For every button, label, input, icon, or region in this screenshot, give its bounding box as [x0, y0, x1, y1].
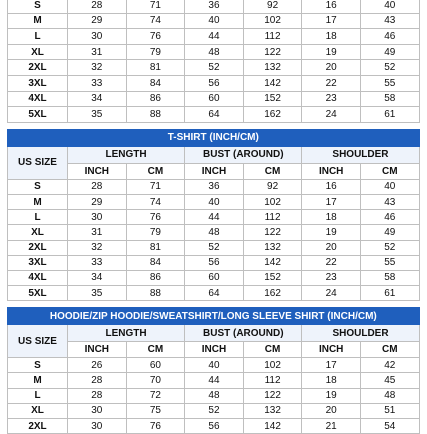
value-cell: 17: [302, 358, 361, 373]
table-row: [8, 240, 420, 255]
value-cell: 30: [68, 419, 127, 434]
value-cell: 162: [243, 107, 302, 123]
value-cell: 19: [302, 225, 361, 240]
value-cell: 23: [302, 270, 361, 285]
value-cell: 33: [68, 75, 127, 91]
value-cell: 36: [185, 0, 244, 13]
table-row: [8, 0, 420, 13]
value-cell: 71: [126, 0, 185, 13]
value-cell: 45: [360, 373, 419, 388]
value-cell: 49: [360, 44, 419, 60]
table-title: T-SHIRT (INCH/CM): [8, 129, 420, 146]
value-cell: 18: [302, 373, 361, 388]
value-cell: 31: [68, 225, 127, 240]
value-cell: 33: [68, 255, 127, 270]
value-cell: 76: [126, 419, 185, 434]
shoulder-header: SHOULDER: [302, 325, 419, 342]
value-cell: 122: [243, 44, 302, 60]
value-cell: 112: [243, 29, 302, 45]
table-row: [8, 75, 420, 91]
value-cell: 60: [185, 91, 244, 107]
size-cell: M: [8, 13, 68, 29]
value-cell: 112: [243, 210, 302, 225]
value-cell: 44: [185, 29, 244, 45]
value-cell: 70: [126, 373, 185, 388]
table-row: [8, 255, 420, 270]
value-cell: 40: [185, 13, 244, 29]
length-header: LENGTH: [68, 146, 185, 163]
value-cell: 61: [360, 107, 419, 123]
value-cell: 48: [185, 44, 244, 60]
value-cell: 40: [185, 358, 244, 373]
value-cell: 92: [243, 0, 302, 13]
us-size-header: US SIZE: [8, 325, 68, 358]
cm-header: CM: [360, 342, 419, 358]
table-row: [8, 270, 420, 285]
value-cell: 28: [68, 373, 127, 388]
table-row: [8, 373, 420, 388]
inch-header: INCH: [302, 342, 361, 358]
value-cell: 34: [68, 91, 127, 107]
value-cell: 24: [302, 286, 361, 301]
table-row: [8, 13, 420, 29]
value-cell: 30: [68, 403, 127, 418]
table-row: [8, 210, 420, 225]
value-cell: 30: [68, 29, 127, 45]
value-cell: 88: [126, 286, 185, 301]
inch-header: INCH: [68, 342, 127, 358]
table-row: [8, 60, 420, 76]
value-cell: 16: [302, 179, 361, 194]
value-cell: 55: [360, 75, 419, 91]
size-cell: M: [8, 373, 68, 388]
table-row: [8, 194, 420, 209]
value-cell: 88: [126, 107, 185, 123]
value-cell: 43: [360, 194, 419, 209]
value-cell: 21: [302, 419, 361, 434]
value-cell: 48: [185, 388, 244, 403]
value-cell: 102: [243, 358, 302, 373]
value-cell: 84: [126, 75, 185, 91]
value-cell: 48: [360, 388, 419, 403]
value-cell: 52: [360, 60, 419, 76]
table-row: [8, 29, 420, 45]
value-cell: 58: [360, 91, 419, 107]
size-cell: 2XL: [8, 240, 68, 255]
value-cell: 19: [302, 44, 361, 60]
value-cell: 44: [185, 373, 244, 388]
value-cell: 64: [185, 107, 244, 123]
value-cell: 55: [360, 255, 419, 270]
bust-header: BUST (AROUND): [185, 146, 302, 163]
size-cell: 5XL: [8, 286, 68, 301]
size-cell: 2XL: [8, 419, 68, 434]
value-cell: 17: [302, 13, 361, 29]
table-row: [8, 44, 420, 60]
size-table-hoodie: [7, 307, 420, 434]
value-cell: 79: [126, 225, 185, 240]
value-cell: 61: [360, 286, 419, 301]
value-cell: 112: [243, 373, 302, 388]
value-cell: 71: [126, 179, 185, 194]
table-title: HOODIE/ZIP HOODIE/SWEATSHIRT/LONG SLEEVE SHIRT (INCH/CM): [8, 308, 420, 325]
value-cell: 40: [185, 194, 244, 209]
value-cell: 20: [302, 240, 361, 255]
value-cell: 30: [68, 210, 127, 225]
shoulder-header: SHOULDER: [302, 146, 419, 163]
value-cell: 92: [243, 179, 302, 194]
size-cell: 4XL: [8, 270, 68, 285]
inch-header: INCH: [185, 163, 244, 179]
size-cell: 5XL: [8, 107, 68, 123]
table-row: [8, 358, 420, 373]
value-cell: 79: [126, 44, 185, 60]
value-cell: 43: [360, 13, 419, 29]
value-cell: 40: [360, 179, 419, 194]
value-cell: 122: [243, 225, 302, 240]
value-cell: 20: [302, 403, 361, 418]
table-row: [8, 388, 420, 403]
bust-header: BUST (AROUND): [185, 325, 302, 342]
size-table-tshirt: [7, 129, 420, 302]
size-cell: XL: [8, 225, 68, 240]
value-cell: 52: [185, 403, 244, 418]
size-cell: S: [8, 0, 68, 13]
value-cell: 142: [243, 75, 302, 91]
value-cell: 72: [126, 388, 185, 403]
value-cell: 35: [68, 107, 127, 123]
value-cell: 152: [243, 91, 302, 107]
value-cell: 18: [302, 29, 361, 45]
size-cell: 3XL: [8, 75, 68, 91]
value-cell: 142: [243, 419, 302, 434]
value-cell: 75: [126, 403, 185, 418]
value-cell: 49: [360, 225, 419, 240]
value-cell: 31: [68, 44, 127, 60]
value-cell: 35: [68, 286, 127, 301]
value-cell: 76: [126, 29, 185, 45]
value-cell: 32: [68, 60, 127, 76]
value-cell: 60: [185, 270, 244, 285]
value-cell: 32: [68, 240, 127, 255]
table-row: [8, 286, 420, 301]
value-cell: 48: [185, 225, 244, 240]
value-cell: 60: [126, 358, 185, 373]
inch-header: INCH: [302, 163, 361, 179]
value-cell: 64: [185, 286, 244, 301]
value-cell: 28: [68, 0, 127, 13]
value-cell: 74: [126, 194, 185, 209]
value-cell: 52: [185, 60, 244, 76]
value-cell: 74: [126, 13, 185, 29]
size-cell: S: [8, 358, 68, 373]
cm-header: CM: [126, 342, 185, 358]
value-cell: 54: [360, 419, 419, 434]
size-table-top: [7, 0, 420, 123]
value-cell: 132: [243, 240, 302, 255]
value-cell: 16: [302, 0, 361, 13]
value-cell: 162: [243, 286, 302, 301]
value-cell: 122: [243, 388, 302, 403]
value-cell: 29: [68, 13, 127, 29]
value-cell: 29: [68, 194, 127, 209]
table-row: [8, 225, 420, 240]
value-cell: 102: [243, 194, 302, 209]
size-cell: XL: [8, 403, 68, 418]
inch-header: INCH: [185, 342, 244, 358]
us-size-header: US SIZE: [8, 146, 68, 179]
size-cell: L: [8, 29, 68, 45]
table-row: [8, 419, 420, 434]
value-cell: 34: [68, 270, 127, 285]
length-header: LENGTH: [68, 325, 185, 342]
size-cell: 2XL: [8, 60, 68, 76]
size-cell: 4XL: [8, 91, 68, 107]
value-cell: 28: [68, 388, 127, 403]
value-cell: 40: [360, 0, 419, 13]
size-cell: M: [8, 194, 68, 209]
value-cell: 51: [360, 403, 419, 418]
size-cell: 3XL: [8, 255, 68, 270]
value-cell: 56: [185, 419, 244, 434]
size-cell: L: [8, 388, 68, 403]
value-cell: 44: [185, 210, 244, 225]
table-row: [8, 107, 420, 123]
cm-header: CM: [243, 342, 302, 358]
value-cell: 102: [243, 13, 302, 29]
value-cell: 18: [302, 210, 361, 225]
value-cell: 132: [243, 403, 302, 418]
value-cell: 22: [302, 255, 361, 270]
value-cell: 46: [360, 29, 419, 45]
table-row: [8, 179, 420, 194]
value-cell: 56: [185, 75, 244, 91]
value-cell: 52: [185, 240, 244, 255]
value-cell: 22: [302, 75, 361, 91]
value-cell: 84: [126, 255, 185, 270]
value-cell: 86: [126, 270, 185, 285]
value-cell: 81: [126, 60, 185, 76]
value-cell: 26: [68, 358, 127, 373]
cm-header: CM: [360, 163, 419, 179]
value-cell: 42: [360, 358, 419, 373]
value-cell: 132: [243, 60, 302, 76]
value-cell: 17: [302, 194, 361, 209]
value-cell: 23: [302, 91, 361, 107]
value-cell: 20: [302, 60, 361, 76]
value-cell: 24: [302, 107, 361, 123]
inch-header: INCH: [68, 163, 127, 179]
value-cell: 56: [185, 255, 244, 270]
cm-header: CM: [243, 163, 302, 179]
cm-header: CM: [126, 163, 185, 179]
size-cell: L: [8, 210, 68, 225]
value-cell: 46: [360, 210, 419, 225]
value-cell: 19: [302, 388, 361, 403]
size-cell: XL: [8, 44, 68, 60]
value-cell: 86: [126, 91, 185, 107]
value-cell: 142: [243, 255, 302, 270]
table-row: [8, 403, 420, 418]
value-cell: 36: [185, 179, 244, 194]
value-cell: 81: [126, 240, 185, 255]
value-cell: 52: [360, 240, 419, 255]
value-cell: 28: [68, 179, 127, 194]
value-cell: 76: [126, 210, 185, 225]
value-cell: 152: [243, 270, 302, 285]
value-cell: 58: [360, 270, 419, 285]
size-cell: S: [8, 179, 68, 194]
table-row: [8, 91, 420, 107]
